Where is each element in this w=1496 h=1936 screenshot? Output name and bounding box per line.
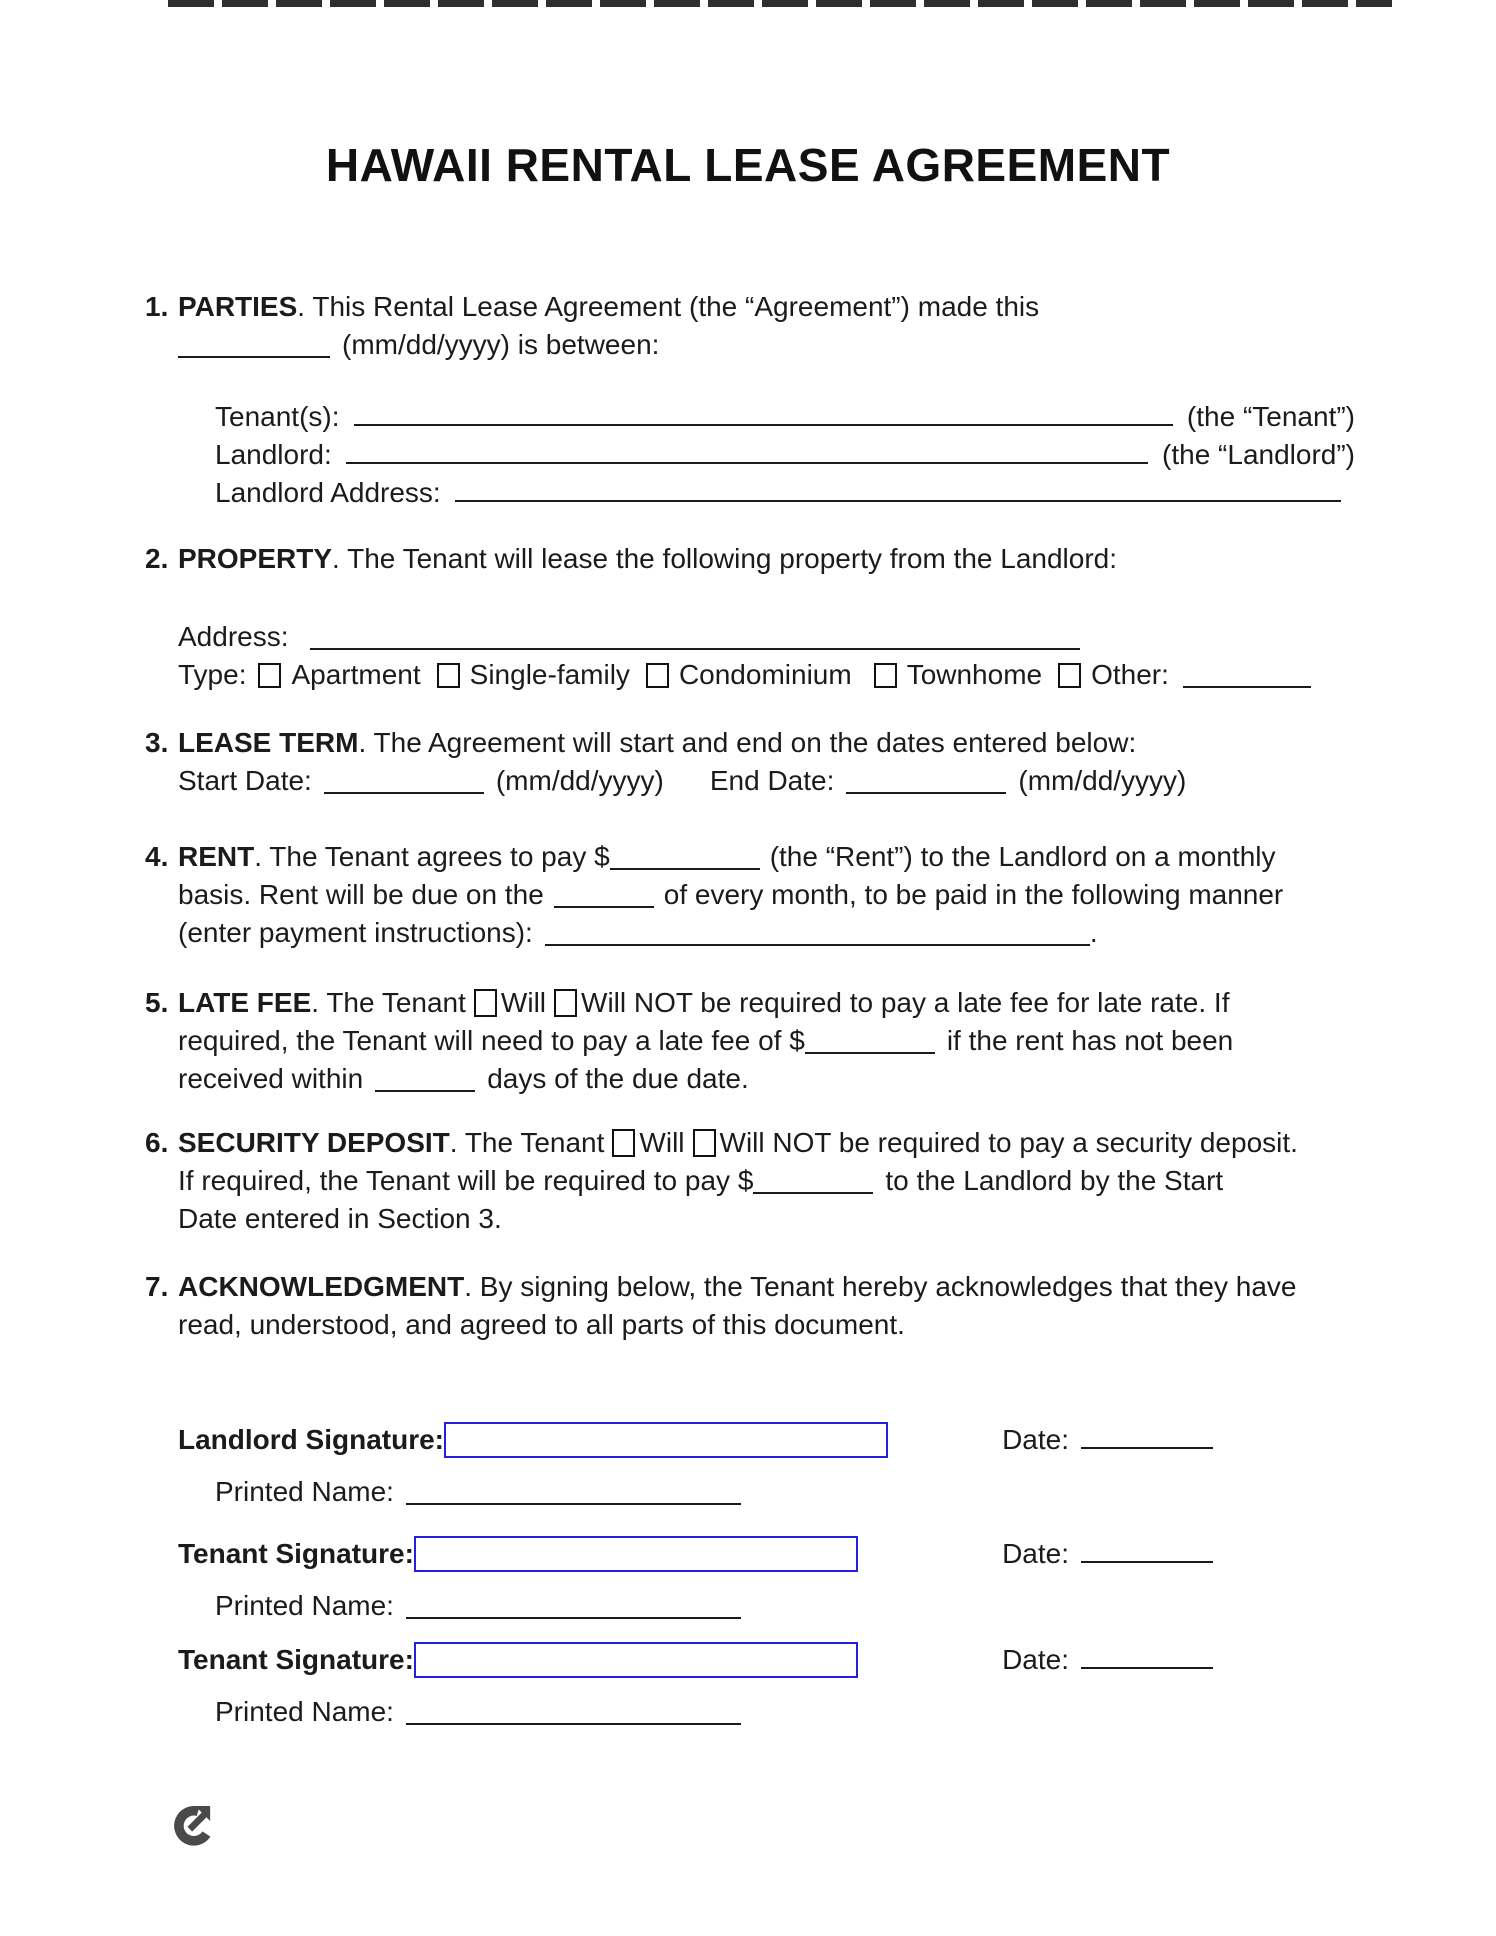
late-fee-line2-a: required, the Tenant will need to pay a late fee of $ — [178, 1025, 805, 1056]
security-deposit-line-2 — [178, 1162, 1425, 1200]
section-acknowledgment-number: 7. — [145, 1271, 169, 1302]
section-security-deposit-number: 6. — [145, 1127, 169, 1158]
tenant-printed-name-line-2 — [215, 1696, 1496, 1728]
payment-instructions-blank — [545, 922, 1090, 946]
tenant-name-blank — [354, 402, 1173, 426]
landlord-name-blank — [346, 440, 1148, 464]
landlord-signature-field[interactable] — [444, 1422, 888, 1458]
late-fee-line3-a: received within — [178, 1063, 364, 1094]
end-date-label: End Date: — [709, 765, 835, 796]
landlord-date-blank — [1081, 1425, 1213, 1449]
landlord-printed-name-line — [215, 1476, 1496, 1508]
end-date-format: (mm/dd/yyyy) — [1018, 765, 1187, 796]
landlord-address-blank — [455, 478, 1341, 502]
section-late-fee-number: 5. — [145, 987, 169, 1018]
property-type-line — [178, 656, 1425, 694]
landlord-printed-name-label: Printed Name: — [215, 1476, 394, 1507]
security-deposit-line-1 — [178, 1124, 1425, 1162]
rent-line-1 — [178, 838, 1425, 876]
tenant-signature-label-1: Tenant Signature: — [178, 1538, 414, 1569]
section-rent-number: 4. — [145, 841, 169, 872]
section-property-number: 2. — [145, 543, 169, 574]
section-lease-term-number: 3. — [145, 727, 169, 758]
section-parties — [145, 288, 1425, 512]
start-date-format: (mm/dd/yyyy) — [495, 765, 664, 796]
late-fee-line-1 — [178, 984, 1425, 1022]
checkbox-apartment[interactable] — [258, 663, 281, 688]
rent-line-3 — [178, 914, 1425, 952]
tenant-signature-row-2 — [178, 1642, 1213, 1678]
rent-line3-b: . — [1089, 917, 1098, 948]
rent-line2-b: of every month, to be paid in the following manner — [663, 879, 1284, 910]
tenant-field-label: Tenant(s): — [215, 401, 340, 432]
rent-line1-rest: (the “Rent”) to the Landlord on a monthly — [769, 841, 1276, 872]
tenant-printed-name-label-1: Printed Name: — [215, 1590, 394, 1621]
late-fee-line-2 — [178, 1022, 1425, 1060]
landlord-signature-label: Landlord Signature: — [178, 1424, 444, 1455]
circular-arrow-logo-icon — [170, 1798, 220, 1850]
type-option-apartment: Apartment — [291, 659, 421, 690]
tenant-printed-name-blank-2 — [406, 1701, 741, 1725]
late-fee-line-3 — [178, 1060, 1425, 1098]
late-fee-amount-blank — [805, 1030, 935, 1054]
acknowledgment-line2-text: read, understood, and agreed to all parts of this document. — [178, 1309, 905, 1340]
type-other-blank — [1183, 664, 1311, 688]
security-deposit-line2-a: If required, the Tenant will be required to pay $ — [178, 1165, 754, 1196]
security-deposit-intro-text: . The Tenant — [449, 1127, 605, 1158]
tenant-signature-field-1[interactable] — [414, 1536, 858, 1572]
security-deposit-heading: SECURITY DEPOSIT — [178, 1127, 450, 1158]
property-address-blank — [310, 626, 1080, 650]
security-deposit-will-label: Will — [639, 1127, 685, 1158]
tenant-signature-label-2: Tenant Signature: — [178, 1644, 414, 1675]
rent-amount-blank — [610, 846, 760, 870]
tenant-signature-field-2[interactable] — [414, 1642, 858, 1678]
lease-term-intro-line — [178, 724, 1425, 762]
checkbox-late-fee-will[interactable] — [474, 989, 497, 1017]
rent-line-2 — [178, 876, 1425, 914]
checkbox-townhome[interactable] — [874, 663, 897, 688]
acknowledgment-heading: ACKNOWLEDGMENT — [178, 1271, 465, 1302]
security-deposit-line2-b: to the Landlord by the Start — [885, 1165, 1224, 1196]
landlord-printed-name-blank — [406, 1481, 741, 1505]
tenant-date-blank-1 — [1081, 1539, 1213, 1563]
parties-heading: PARTIES — [178, 291, 298, 322]
tenant-signature-row-1 — [178, 1536, 1213, 1572]
late-fee-intro-text: . The Tenant — [311, 987, 466, 1018]
parties-intro-text: . This Rental Lease Agreement (the “Agreement”) made this — [297, 291, 1040, 322]
rent-line2-a: basis. Rent will be due on the — [178, 879, 544, 910]
tenant-printed-name-blank-1 — [406, 1595, 741, 1619]
start-date-blank — [324, 770, 484, 794]
property-intro-line — [178, 540, 1425, 578]
parties-date-suffix: (mm/dd/yyyy) is between: — [342, 329, 660, 360]
acknowledgment-line-1 — [178, 1268, 1425, 1306]
type-option-other-label: Other: — [1091, 659, 1169, 690]
acknowledgment-intro-text: . By signing below, the Tenant hereby acknowledges that they have — [464, 1271, 1297, 1302]
start-date-label: Start Date: — [178, 765, 312, 796]
landlord-field-label: Landlord: — [215, 439, 332, 470]
lease-term-intro-text: . The Agreement will start and end on the dates entered below: — [358, 727, 1137, 758]
checkbox-late-fee-will-not[interactable] — [554, 989, 577, 1017]
tenant-field-suffix: (the “Tenant”) — [1186, 401, 1355, 432]
tenant-date-label-1: Date: — [1002, 1538, 1069, 1569]
landlord-field-suffix: (the “Landlord”) — [1162, 439, 1355, 470]
security-deposit-line3: Date entered in Section 3. — [178, 1203, 502, 1234]
tenant-date-label-2: Date: — [1002, 1644, 1069, 1675]
tenant-printed-name-line-1 — [215, 1590, 1496, 1622]
landlord-address-line — [215, 474, 1355, 512]
rent-intro-text: . The Tenant agrees to pay $ — [254, 841, 610, 872]
tenant-field-line — [215, 398, 1355, 436]
acknowledgment-line-2 — [178, 1306, 1425, 1344]
security-deposit-will-not-text: Will NOT be required to pay a security deposit. — [719, 1127, 1298, 1158]
security-deposit-amount-blank — [753, 1170, 873, 1194]
property-heading: PROPERTY — [178, 543, 333, 574]
section-security-deposit — [145, 1124, 1425, 1238]
landlord-field-line — [215, 436, 1355, 474]
section-parties-number: 1. — [145, 291, 169, 322]
page-top-edge-dashes — [168, 0, 1392, 7]
property-address-line — [178, 618, 1425, 656]
checkbox-single-family[interactable] — [437, 663, 460, 688]
security-deposit-line-3 — [178, 1200, 1425, 1238]
section-property — [145, 540, 1425, 694]
checkbox-other[interactable] — [1058, 663, 1081, 688]
section-acknowledgment — [145, 1268, 1425, 1344]
landlord-date-label: Date: — [1002, 1424, 1069, 1455]
section-rent — [145, 838, 1425, 952]
tenant-date-blank-2 — [1081, 1645, 1213, 1669]
property-type-label: Type: — [178, 659, 247, 690]
end-date-blank — [846, 770, 1006, 794]
parties-date-line — [178, 326, 1425, 364]
late-fee-days-blank — [375, 1068, 475, 1092]
tenant-printed-name-label-2: Printed Name: — [215, 1696, 394, 1727]
rent-line3-a: (enter payment instructions): — [178, 917, 533, 948]
type-option-townhome: Townhome — [906, 659, 1043, 690]
lease-term-dates-line — [178, 762, 1425, 800]
section-late-fee — [145, 984, 1425, 1098]
page-title: HAWAII RENTAL LEASE AGREEMENT — [325, 139, 1171, 191]
checkbox-deposit-will-not[interactable] — [693, 1129, 716, 1157]
section-lease-term — [145, 724, 1425, 800]
landlord-signature-row — [178, 1422, 1213, 1458]
late-fee-heading: LATE FEE — [178, 987, 312, 1018]
agreement-date-blank — [178, 334, 330, 358]
lease-term-heading: LEASE TERM — [178, 727, 359, 758]
checkbox-deposit-will[interactable] — [612, 1129, 635, 1157]
property-address-label: Address: — [178, 621, 289, 652]
rent-heading: RENT — [178, 841, 255, 872]
late-fee-line2-b: if the rent has not been — [946, 1025, 1234, 1056]
late-fee-line3-b: days of the due date. — [487, 1063, 749, 1094]
checkbox-condominium[interactable] — [646, 663, 669, 688]
parties-intro-line — [178, 288, 1425, 326]
late-fee-will-label: Will — [500, 987, 547, 1018]
rent-due-day-blank — [554, 884, 654, 908]
property-intro-text: . The Tenant will lease the following property from the Landlord: — [332, 543, 1118, 574]
type-option-single-family: Single-family — [469, 659, 630, 690]
late-fee-will-not-text: Will NOT be required to pay a late fee for late rate. If — [581, 987, 1230, 1018]
type-option-condominium: Condominium — [678, 659, 852, 690]
landlord-address-label: Landlord Address: — [215, 477, 441, 508]
